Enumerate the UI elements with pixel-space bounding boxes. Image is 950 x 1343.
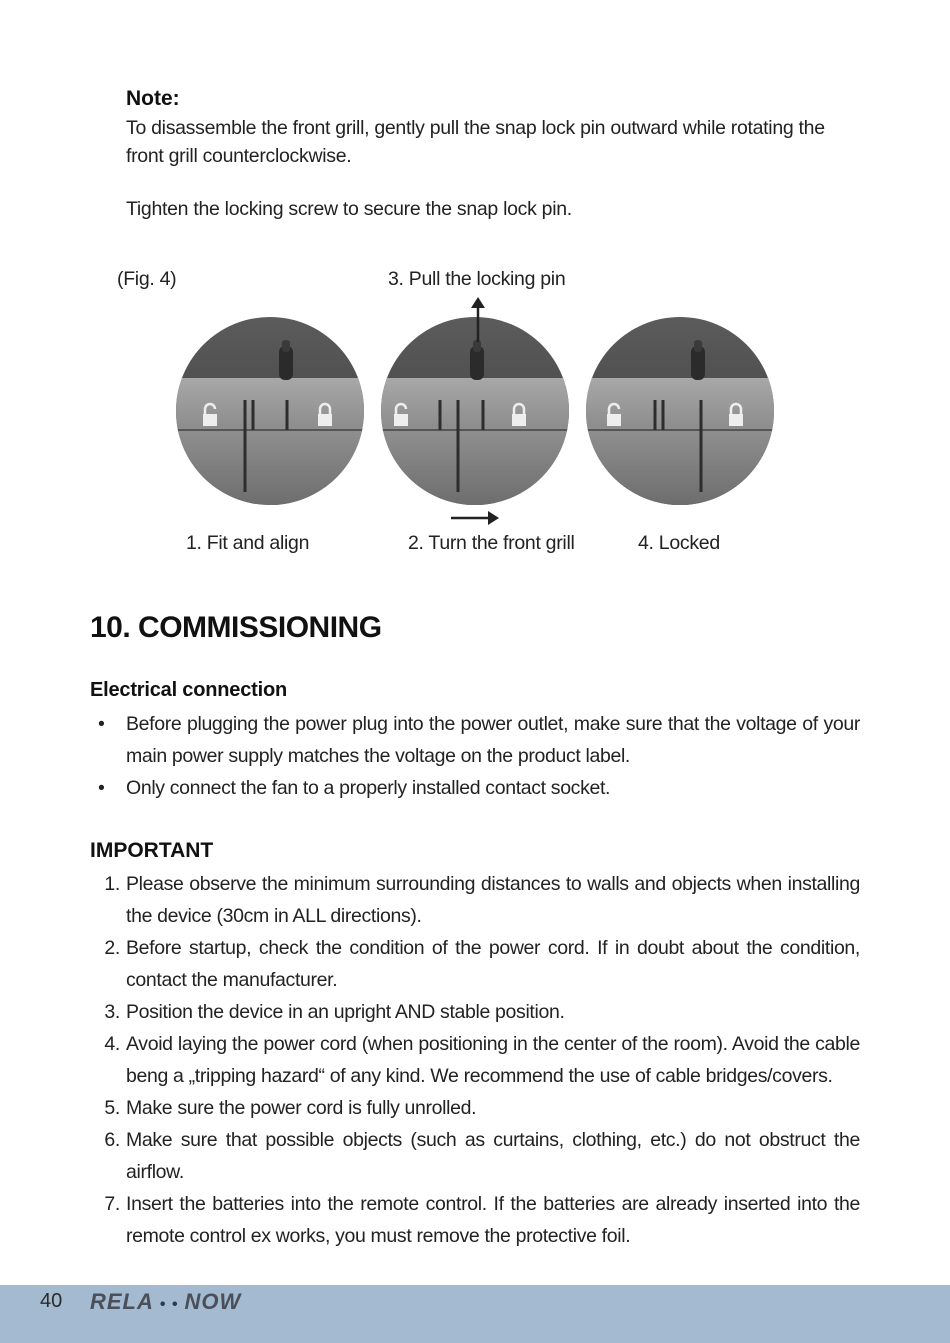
figure-turn-grill-image (380, 316, 570, 506)
list-item: • Before plugging the power plug into the power outlet, make sure that the voltage of your main power supply matches the voltage on the product label. (90, 708, 860, 772)
bullet-marker: • (98, 777, 105, 799)
note-text-secondary: Tighten the locking screw to secure the snap lock pin. (126, 198, 572, 220)
page-number: 40 (40, 1290, 63, 1312)
list-item: 6. Make sure that possible objects (such as curtains, clothing, etc.) do not obstruct the airflow. (104, 1129, 860, 1183)
figure-locked-image (585, 316, 775, 506)
section-title: 10. COMMISSIONING (90, 611, 382, 644)
figure-step-3-label: 3. Pull the locking pin (388, 268, 566, 290)
electrical-connection-list (90, 708, 860, 804)
list-item: 5. Make sure the power cord is fully unrolled. (104, 1097, 477, 1119)
list-item: 4. Avoid laying the power cord (when positioning in the center of the room). Avoid the cable beng a „tripping hazard“ of any kind. We recommend the use of cable bridges/covers. (104, 1033, 860, 1087)
list-item: 1. Please observe the minimum surrounding distances to walls and objects when installing the device (30cm in ALL directions). (104, 873, 860, 927)
list-item: 3. Position the device in an upright AND stable position. (104, 1001, 565, 1023)
figure-label: (Fig. 4) (117, 268, 177, 290)
list-item: • Only connect the fan to a properly installed contact socket. (90, 772, 860, 804)
bullet-marker: • (98, 713, 105, 735)
figure-step-2-label: 2. Turn the front grill (408, 532, 575, 554)
brand-logo: RELA • • NOW (90, 1289, 242, 1314)
list-item: 7. Insert the batteries into the remote control. If the batteries are already inserted into the remote control ex works, you must remove the protective foil. (104, 1193, 860, 1247)
arrow-up-icon (468, 296, 488, 344)
figure-fit-and-align-image (175, 316, 365, 506)
section-subtitle: Electrical connection (90, 679, 287, 701)
figure-step-4-label: 4. Locked (638, 532, 720, 554)
note-title: Note: (126, 87, 180, 110)
figure-step-1-label: 1. Fit and align (186, 532, 310, 554)
arrow-right-icon (450, 509, 500, 527)
important-list (90, 868, 860, 1252)
note-text: To disassemble the front grill, gently pull the snap lock pin outward while rotating the front grill counterclockwise. (126, 117, 825, 167)
important-title: IMPORTANT (90, 839, 214, 862)
list-item: 2. Before startup, check the condition of the power cord. If in doubt about the condition, contact the manufacturer. (104, 937, 860, 991)
